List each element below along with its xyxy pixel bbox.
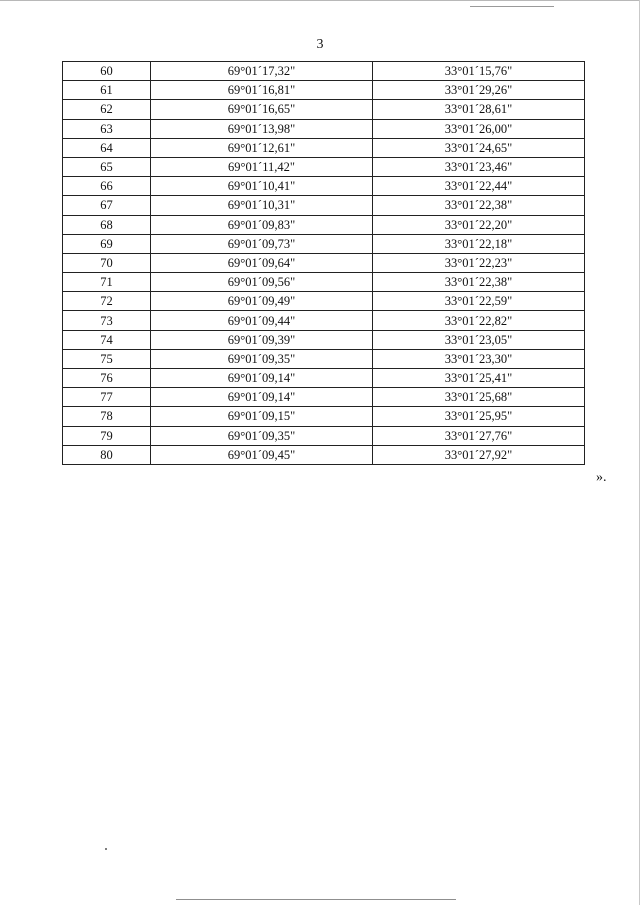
latitude-cell: 69°01´16,81" (151, 81, 373, 100)
latitude-cell: 69°01´09,35" (151, 349, 373, 368)
point-number-cell: 68 (63, 215, 151, 234)
table-row (63, 253, 585, 272)
latitude-cell: 69°01´10,31" (151, 196, 373, 215)
longitude-cell: 33°01´28,61" (373, 100, 585, 119)
table-row (63, 62, 585, 81)
longitude-cell: 33°01´22,38" (373, 273, 585, 292)
longitude-cell: 33°01´22,18" (373, 234, 585, 253)
point-number-cell: 69 (63, 234, 151, 253)
longitude-cell: 33°01´22,23" (373, 253, 585, 272)
longitude-cell: 33°01´23,30" (373, 349, 585, 368)
table-row (63, 100, 585, 119)
point-number-cell: 76 (63, 369, 151, 388)
table-row (63, 273, 585, 292)
table-row (63, 81, 585, 100)
longitude-cell: 33°01´27,92" (373, 445, 585, 464)
table-row (63, 138, 585, 157)
point-number-cell: 65 (63, 157, 151, 176)
point-number-cell: 63 (63, 119, 151, 138)
latitude-cell: 69°01´09,35" (151, 426, 373, 445)
table-row (63, 369, 585, 388)
longitude-cell: 33°01´26,00" (373, 119, 585, 138)
table-row (63, 445, 585, 464)
latitude-cell: 69°01´09,73" (151, 234, 373, 253)
table-row (63, 196, 585, 215)
longitude-cell: 33°01´24,65" (373, 138, 585, 157)
point-number-cell: 72 (63, 292, 151, 311)
point-number-cell: 67 (63, 196, 151, 215)
table-row (63, 311, 585, 330)
latitude-cell: 69°01´10,41" (151, 177, 373, 196)
coordinates-table (62, 61, 585, 465)
page-number: 3 (316, 37, 324, 52)
longitude-cell: 33°01´25,41" (373, 369, 585, 388)
longitude-cell: 33°01´23,46" (373, 157, 585, 176)
point-number-cell: 74 (63, 330, 151, 349)
table-row (63, 157, 585, 176)
longitude-cell: 33°01´29,26" (373, 81, 585, 100)
point-number-cell: 75 (63, 349, 151, 368)
table-row (63, 407, 585, 426)
table-row (63, 234, 585, 253)
longitude-cell: 33°01´15,76" (373, 62, 585, 81)
table-row (63, 349, 585, 368)
latitude-cell: 69°01´16,65" (151, 100, 373, 119)
latitude-cell: 69°01´09,64" (151, 253, 373, 272)
longitude-cell: 33°01´22,82" (373, 311, 585, 330)
point-number-cell: 66 (63, 177, 151, 196)
longitude-cell: 33°01´22,20" (373, 215, 585, 234)
point-number-cell: 70 (63, 253, 151, 272)
scan-speck (105, 848, 107, 850)
longitude-cell: 33°01´25,95" (373, 407, 585, 426)
table-row (63, 388, 585, 407)
latitude-cell: 69°01´09,44" (151, 311, 373, 330)
latitude-cell: 69°01´13,98" (151, 119, 373, 138)
point-number-cell: 77 (63, 388, 151, 407)
latitude-cell: 69°01´09,14" (151, 369, 373, 388)
latitude-cell: 69°01´09,45" (151, 445, 373, 464)
closing-quote: ». (596, 470, 607, 485)
scan-artifact-line (176, 899, 456, 900)
latitude-cell: 69°01´09,14" (151, 388, 373, 407)
point-number-cell: 78 (63, 407, 151, 426)
table-row (63, 292, 585, 311)
table-row (63, 215, 585, 234)
point-number-cell: 79 (63, 426, 151, 445)
table-row (63, 426, 585, 445)
latitude-cell: 69°01´17,32" (151, 62, 373, 81)
longitude-cell: 33°01´27,76" (373, 426, 585, 445)
longitude-cell: 33°01´22,44" (373, 177, 585, 196)
coordinates-table-body (63, 62, 585, 465)
point-number-cell: 73 (63, 311, 151, 330)
scan-artifact-line (470, 6, 554, 7)
latitude-cell: 69°01´09,39" (151, 330, 373, 349)
table-row (63, 119, 585, 138)
latitude-cell: 69°01´12,61" (151, 138, 373, 157)
point-number-cell: 80 (63, 445, 151, 464)
table-row (63, 177, 585, 196)
latitude-cell: 69°01´11,42" (151, 157, 373, 176)
latitude-cell: 69°01´09,15" (151, 407, 373, 426)
point-number-cell: 71 (63, 273, 151, 292)
point-number-cell: 61 (63, 81, 151, 100)
longitude-cell: 33°01´22,59" (373, 292, 585, 311)
table-row (63, 330, 585, 349)
latitude-cell: 69°01´09,83" (151, 215, 373, 234)
longitude-cell: 33°01´23,05" (373, 330, 585, 349)
longitude-cell: 33°01´22,38" (373, 196, 585, 215)
point-number-cell: 64 (63, 138, 151, 157)
point-number-cell: 62 (63, 100, 151, 119)
latitude-cell: 69°01´09,56" (151, 273, 373, 292)
scan-edge-top (0, 0, 640, 1)
longitude-cell: 33°01´25,68" (373, 388, 585, 407)
point-number-cell: 60 (63, 62, 151, 81)
latitude-cell: 69°01´09,49" (151, 292, 373, 311)
